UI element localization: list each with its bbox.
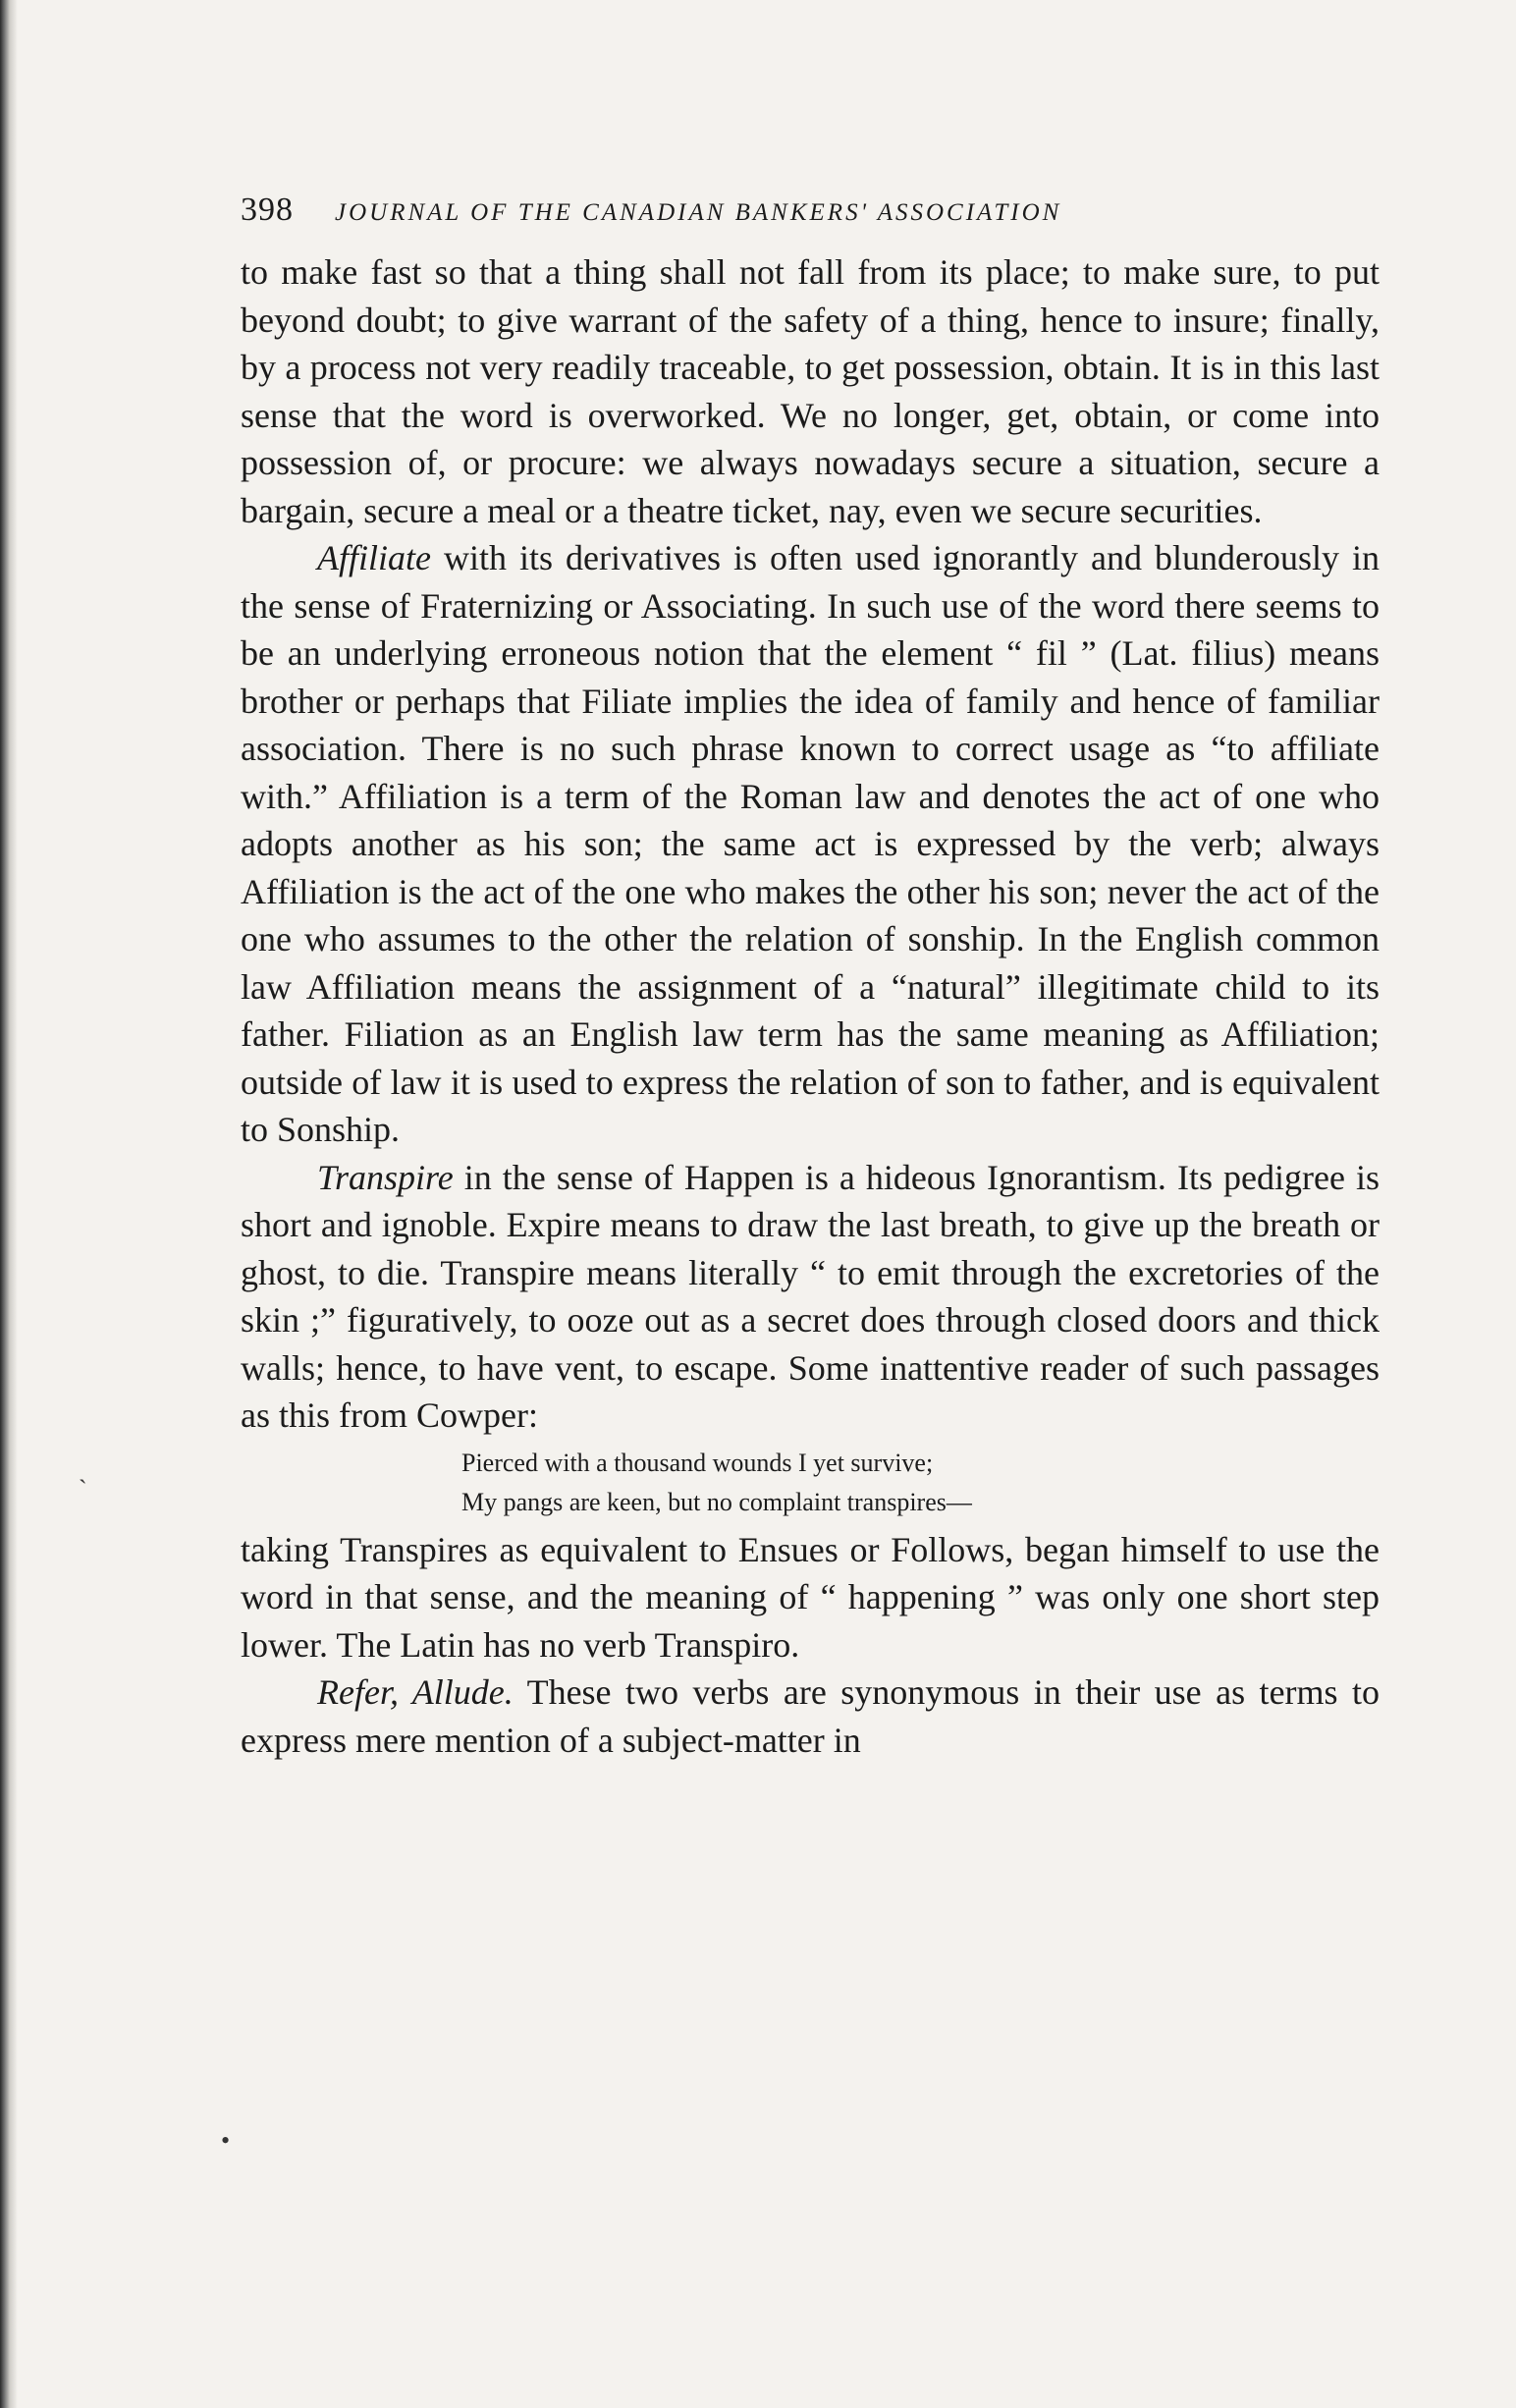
paragraph-text: taking Transpires as equivalent to Ensues or Follows, began himself to use the word in that sense, and the meaning of “ happening ” was only one short step lower. The Latin has no verb Transpiro. <box>241 1529 1380 1665</box>
binding-edge <box>0 0 18 2408</box>
stray-mark: ˏ <box>79 1455 87 1484</box>
cowper-quotation <box>461 1444 1380 1522</box>
paragraph-text: in the sense of Happen is a hideous Ignorantism. Its pedigree is short and ignoble. Expire means to draw the last breath, to give up the breath or ghost, to die. Transpire means literally “ to emit through the excretories of the skin ;” figuratively, to ooze out as a secret does through closed doors and thick walls; hence, to have vent, to escape. Some inattentive reader of such passages as this from Cowper: <box>241 1157 1380 1435</box>
book-page <box>241 192 1380 1764</box>
paragraph-transpire <box>241 1154 1380 1440</box>
quotation-line-2: My pangs are keen, but no complaint transpires— <box>461 1487 972 1516</box>
paragraph-text: These two verbs are synonymous in their use as terms to express mere mention of a subject-matter in <box>241 1672 1381 1760</box>
paragraph-text: with its derivatives is often used ignorantly and blunderously in the sense of Fraternizing or Associating. In such use of the word there seems to be an underlying erroneous notion that the element “ fil ” (Lat. filius) means brother or perhaps that Filiate implies the idea of family and hence of familiar association. There is no such phrase known to correct usage as “to affiliate with.” Affiliation is a term of the Roman law and denotes the act of one who adopts another as his son; the same act is expressed by the verb; always Affiliation is the act of the one who makes the other his son; never the act of the one who assumes to the other the relation of sonship. In the English common law Affiliation means the assignment of a “natural” illegitimate child to its father. Filiation as an English law term has the same meaning as Affiliation; outside of law it is used to express the relation of son to father, and is equivalent to Sonship. <box>241 538 1380 1149</box>
page-number: 398 <box>241 192 294 228</box>
quotation-line-1: Pierced with a thousand wounds I yet survive; <box>461 1448 934 1477</box>
paragraph-affiliate <box>241 534 1380 1154</box>
body-text <box>241 248 1380 1764</box>
term-transpire: Transpire <box>317 1157 454 1197</box>
paragraph-transpire-continued <box>241 1526 1380 1669</box>
journal-title: JOURNAL OF THE CANADIAN BANKERS' ASSOCIATION <box>335 199 1062 226</box>
stray-mark: • <box>221 2126 231 2155</box>
paragraph-refer-allude <box>241 1669 1380 1764</box>
term-refer-allude: Refer, Allude. <box>317 1672 514 1712</box>
running-head <box>241 192 1380 241</box>
term-affiliate: Affiliate <box>317 538 431 577</box>
paragraph-text: to make fast so that a thing shall not fall from its place; to make sure, to put beyond doubt; to give warrant of the safety of a thing, hence to insure; finally, by a process not very readily traceable, to get possession, obtain. It is in this last sense that the word is overworked. We no longer, get, obtain, or come into possession of, or procure: we always nowadays secure a situation, secure a bargain, secure a meal or a theatre ticket, nay, even we secure securities. <box>241 252 1380 530</box>
paragraph-secure-continued <box>241 248 1380 534</box>
